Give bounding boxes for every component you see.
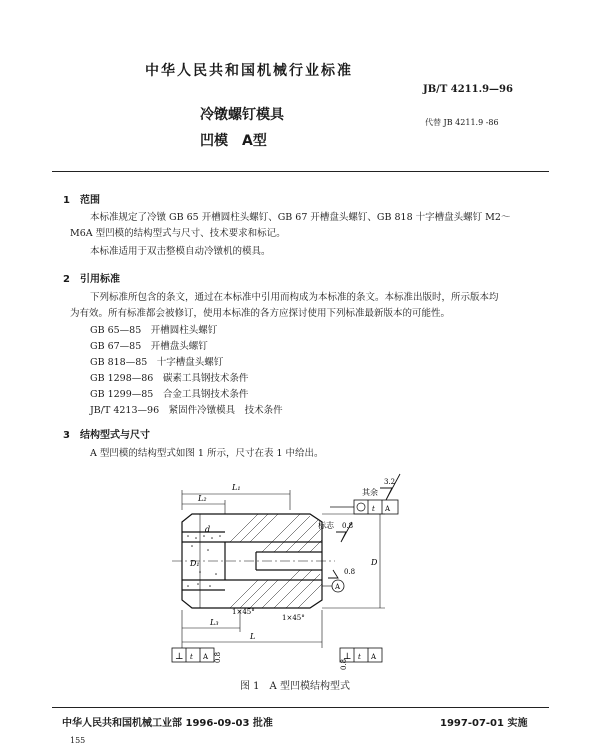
reference-item: GB 1298—86 碳素工具钢技术条件 bbox=[90, 373, 249, 384]
dim-l2: L₂ bbox=[198, 494, 207, 503]
section-1-para-1-cont: M6A 型凹模的结构型式与尺寸、技术要求和标记。 bbox=[70, 228, 286, 239]
approval-statement: 中华人民共和国机械工业部 1996-09-03 批准 bbox=[62, 718, 273, 729]
roughness-icon bbox=[328, 570, 338, 578]
die-drawing bbox=[170, 470, 440, 670]
dim-d: d bbox=[205, 525, 211, 534]
roughness-rest-label: 其余 bbox=[362, 488, 378, 497]
section-2-para-1-cont: 为有效。所有标准都会被修订，使用本标准的各方应探讨使用下列标准最新版本的可能性。 bbox=[70, 308, 451, 319]
section-3-heading: 3 结构型式与尺寸 bbox=[63, 430, 150, 441]
roughness-value: 0.8 bbox=[344, 568, 356, 576]
tol-value: t bbox=[372, 505, 375, 513]
tol-value: t bbox=[358, 653, 361, 661]
section-1-para-1: 本标准规定了冷镦 GB 65 开槽圆柱头螺钉、GB 67 开槽盘头螺钉、GB 818 十字槽盘头螺钉 M2～ bbox=[90, 212, 511, 223]
document-subtitle: 凹模 A型 bbox=[200, 133, 267, 149]
page-number: 155 bbox=[70, 736, 86, 745]
implementation-date: 1997-07-01 实施 bbox=[440, 718, 528, 729]
reference-item: GB 818—85 十字槽盘头螺钉 bbox=[90, 357, 224, 368]
tol-datum: A bbox=[203, 653, 209, 661]
standard-category-title: 中华人民共和国机械行业标准 bbox=[145, 63, 353, 79]
dim-l1: L₁ bbox=[232, 483, 241, 492]
section-3-para-1: A 型凹模的结构型式如图 1 所示，尺寸在表 1 中给出。 bbox=[90, 448, 324, 459]
chamfer-2: 1×45° bbox=[282, 614, 305, 622]
reference-item: GB 1299—85 合金工具钢技术条件 bbox=[90, 389, 249, 400]
section-1-para-2: 本标准适用于双击整模自动冷镦机的模具。 bbox=[90, 246, 271, 257]
section-2-para-1: 下列标准所包含的条文，通过在本标准中引用而构成为本标准的条文。本标准出版时，所示版本均 bbox=[90, 292, 499, 303]
reference-item: GB 67—85 开槽盘头螺钉 bbox=[90, 341, 208, 352]
header-divider bbox=[52, 171, 549, 172]
reference-item: GB 65—85 开槽圆柱头螺钉 bbox=[90, 325, 218, 336]
roughness-value: 0.8 bbox=[214, 651, 222, 663]
document-title: 冷镦螺钉模具 bbox=[200, 107, 284, 123]
tol-perp-icon: ⊥ bbox=[175, 652, 184, 662]
dim-l3: L₃ bbox=[210, 618, 219, 627]
footer-divider bbox=[52, 707, 549, 708]
position-icon bbox=[357, 503, 365, 511]
standard-code: JB/T 4211.9—96 bbox=[423, 84, 513, 95]
figure-caption: 图 1 A 型凹模结构型式 bbox=[240, 681, 350, 692]
datum-label: A bbox=[335, 583, 341, 591]
dim-big-d: D bbox=[371, 558, 378, 567]
replaces-note: 代替 JB 4211.9 -86 bbox=[425, 118, 499, 127]
roughness-value: 0.8 bbox=[340, 658, 348, 670]
tol-datum: A bbox=[371, 653, 377, 661]
tol-perp-icon: ⊥ bbox=[343, 652, 352, 662]
mark-label: 标志 bbox=[318, 521, 334, 530]
tol-datum: A bbox=[385, 505, 391, 513]
tol-value: t bbox=[190, 653, 193, 661]
roughness-value: 3.2 bbox=[384, 478, 396, 486]
dim-l: L bbox=[250, 632, 256, 641]
dim-d1: D₁ bbox=[190, 559, 200, 568]
section-1-heading: 1 范围 bbox=[63, 195, 100, 206]
roughness-value: 0.8 bbox=[342, 522, 354, 530]
reference-item: JB/T 4213—96 紧固件冷镦模具 技术条件 bbox=[90, 405, 283, 416]
section-2-heading: 2 引用标准 bbox=[63, 274, 120, 285]
chamfer-1: 1×45° bbox=[232, 608, 255, 616]
